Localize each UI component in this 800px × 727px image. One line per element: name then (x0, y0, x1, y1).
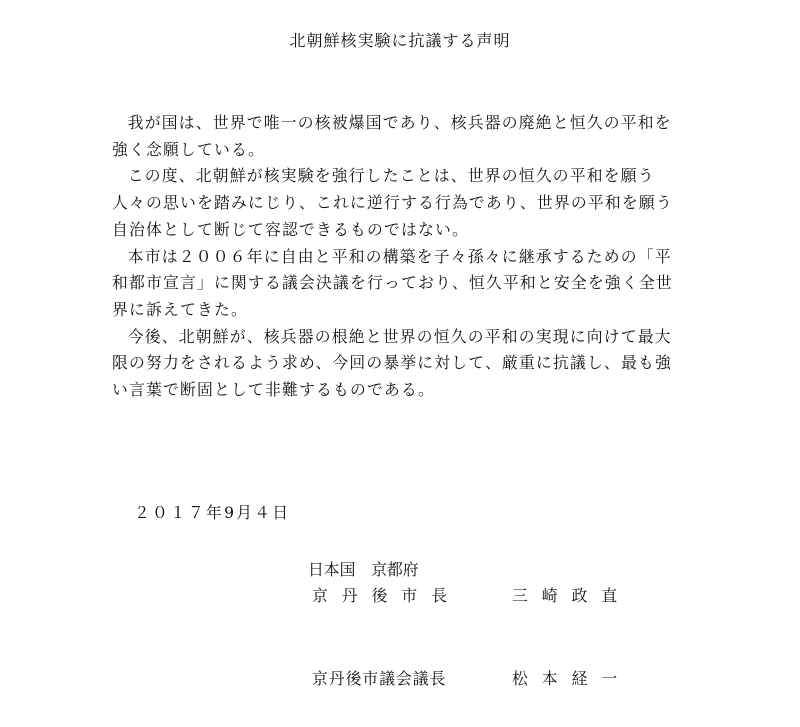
mayor-title: 京丹後市長 (312, 586, 461, 605)
statement-date: ２０１７年9月４日 (134, 503, 291, 522)
statement-body (112, 110, 682, 404)
council-chair-name: 松本経一 (512, 669, 632, 688)
paragraph-3: 本市は２００６年に自由と平和の構築を子々孫々に継承するための「平和都市宣言」に関する議会決議を行っており、恒久平和と安全を強く全世界に訴えてきた。 (112, 246, 673, 319)
document-title: 北朝鮮核実験に抗議する声明 (289, 31, 511, 50)
paragraph-1: 我が国は、世界で唯一の核被爆国であり、核兵器の廃絶と恒久の平和を強く念願している。 (112, 113, 672, 159)
council-chair-title: 京丹後市議会議長 (312, 669, 447, 688)
signature-affiliation: 日本国 京都府 (308, 560, 419, 579)
paragraph-2: この度、北朝鮮が核実験を強行したことは、世界の恒久の平和を願う人々の思いを踏みにじり、これに逆行する行為であり、世界の平和を願う自治体として断じて容認できるものではない。 (112, 166, 673, 239)
paragraph-4: 今後、北朝鮮が、核兵器の根絶と世界の恒久の平和の実現に向けて最大限の努力をされるよう求め、今回の暴挙に対して、厳重に抗議し、最も強い言葉で断固として非難するものである。 (112, 326, 672, 400)
mayor-name: 三崎政直 (512, 586, 632, 605)
